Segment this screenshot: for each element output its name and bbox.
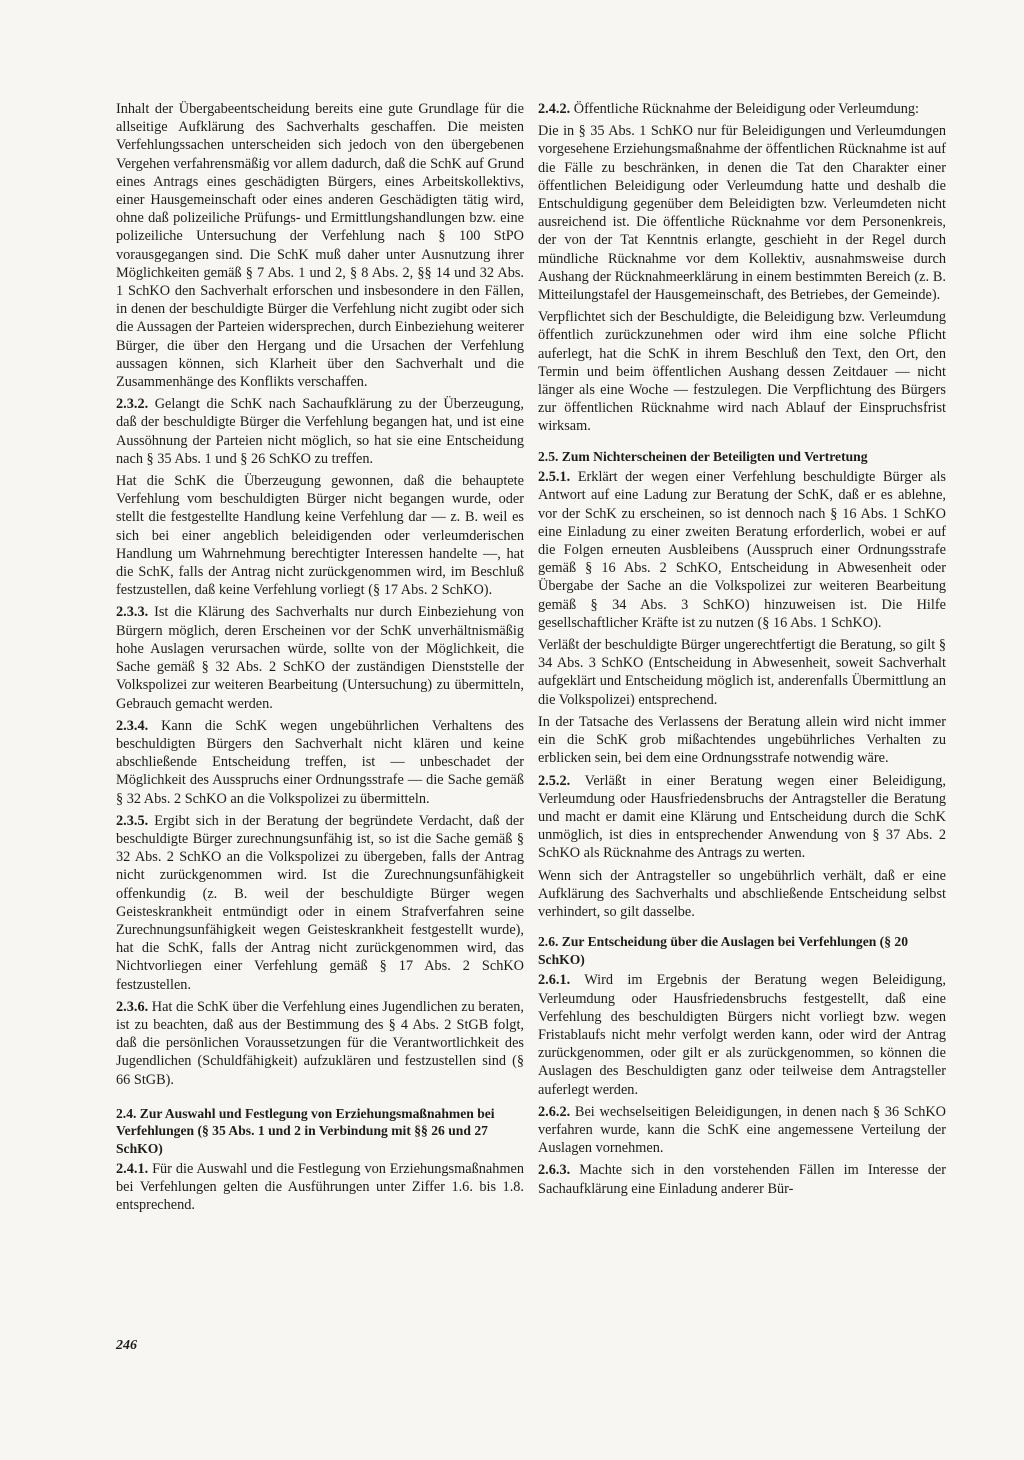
paragraph-2-3-5 [116, 812, 524, 994]
paragraph: Inhalt der Übergabeentscheidung bereits eine gute Grundlage für die allseitige Aufklärung des Sachverhalts geschaffen. Die meisten Verfehlungssachen unterscheiden sich jedoch von den übergebenen Vergehen verfahrensmäßig vor allem dadurch, daß die SchK auf Grund eines Antrags eines geschädigten Bürgers, eines Arbeitskollektivs, einer Hausgemeinschaft oder eines anderen Geschädigten tätig wird, ohne daß polizeiliche Prüfungs- und Ermittlungshandlungen bzw. eine polizeiliche Untersuchung der Verfehlung nach § 100 StPO vorausgegangen sind. Die SchK muß daher unter Ausnutzung ihrer Möglichkeiten gemäß § 7 Abs. 1 und 2, § 8 Abs. 2, §§ 14 und 32 Abs. 1 SchKO den Sachverhalt erforschen und insbesondere in den Fällen, in denen der beschuldigte Bürger die Verfehlung nicht zugibt oder sich die Aussagen der Parteien widersprechen, durch Einbeziehung weiterer Bürger, die über den Hergang und die Ursachen der Verfehlung aussagen können, sich Klarheit über den Sachverhalt und die Zusammenhänge des Konflikts verschaffen. [116, 101, 524, 391]
section-number: 2.3.3. [116, 604, 149, 621]
section-number: 2.5.1. [538, 469, 571, 486]
paragraph-text: Ergibt sich in der Beratung der begründete Verdacht, daß der beschuldigte Bürger zurechnungsunfähig ist, so ist die Sache gemäß § 32 Abs. 2 SchKO an die Volkspolizei zu übergeben, falls der Antrag nicht zurückgenommen wird. Ist die Zurechnungsunfähigkeit offenkundig (z. B. weil der beschuldigte Bürger wegen Geisteskrankheit entmündigt oder in einem Strafverfahren seine Zurechnungsunfähigkeit wegen Geisteskrankheit festgestellt wurde), hat die SchK, falls der Antrag nicht zurückgenommen wird, das Nichtvorliegen einer Verfehlung gemäß § 17 Abs. 2 SchKO festzustellen. [116, 812, 524, 993]
paragraph-2-3-2 [116, 395, 524, 468]
section-number: 2.6.3. [538, 1162, 571, 1179]
paragraph-2-6-1 [538, 971, 946, 1098]
right-column [538, 100, 946, 1198]
paragraph: Hat die SchK die Überzeugung gewonnen, daß die behauptete Verfehlung vom beschuldigten Bürger nicht begangen wurde, oder stellt die festgestellte Handlung keine Verfehlung dar — z. B. weil es sich bei einer angeblich beleidigenden oder verleumderischen Handlung um Wahrnehmung berechtigter Interessen handelte —, hat die SchK, falls der Antrag nicht zurückgenommen wird, im Beschluß festzustellen, daß keine Verfehlung vorliegt (§ 17 Abs. 2 SchKO). [116, 473, 524, 599]
section-heading-2-4: 2.4. Zur Auswahl und Festlegung von Erziehungsmaßnahmen bei Verfehlungen (§ 35 Abs. 1 und 2 in Verbindung mit §§ 26 und 27 SchKO) [116, 1105, 495, 1156]
section-number: 2.6.2. [538, 1103, 571, 1120]
paragraph-text: Verläßt in einer Beratung wegen einer Beleidigung, Verleumdung oder Hausfriedensbruchs der Antragsteller die Beratung und macht er damit eine Klärung und Entscheidung durch die SchK unmöglich, ist dies in entsprechender Anwendung von § 37 Abs. 2 SchKO als Rücknahme des Antrags zu werten. [538, 772, 946, 862]
paragraph-2-5-1 [538, 468, 946, 632]
section-heading-2-5: 2.5. Zum Nichterscheinen der Beteiligten und Vertretung [538, 448, 868, 464]
section-number: 2.3.4. [116, 717, 149, 734]
paragraph-2-6-2 [538, 1103, 946, 1158]
paragraph-2-5-2 [538, 772, 946, 863]
paragraph-text: Wird im Ergebnis der Beratung wegen Beleidigung, Verleumdung oder Hausfriedensbruchs festgestellt, daß eine Verfehlung des beschuldigten Bürgers nicht vorliegt bzw. wegen Fristablaufs nicht mehr verfolgt werden kann, oder wird der Antrag zurückgenommen, oder gilt er als zurückgenommen, so können die Auslagen des Beschuldigten ganz oder teilweise dem Antragsteller auferlegt werden. [538, 972, 946, 1098]
page-number: 246 [116, 1338, 137, 1353]
paragraph-text: Erklärt der wegen einer Verfehlung beschuldigte Bürger als Antwort auf eine Ladung zur Beratung der SchK, daß er es ablehne, vor der SchK zu erscheinen, so ist dennoch nach § 16 Abs. 1 SchKO eine Einladung zu einer zweiten Beratung erforderlich, wobei er auf die Folgen erneuten Ausbleibens (Ausspruch einer Ordnungsstrafe gemäß § 16 Abs. 2 SchKO, Entscheidung in Abwesenheit oder Übergabe der Sache an die Volkspolizei zur weiteren Bearbeitung gemäß § 34 Abs. 3 SchKO) hinzuweisen ist. Die Hilfe gesellschaftlicher Kräfte ist zu nutzen (§ 16 Abs. 1 SchKO). [538, 469, 946, 631]
paragraph: Wenn sich der Antragsteller so ungebührlich verhält, daß er eine Aufklärung des Sachverhalts und abschließende Entscheidung selbst verhindert, so gilt dasselbe. [538, 867, 946, 920]
section-number: 2.3.5. [116, 812, 149, 829]
paragraph-text: Für die Auswahl und die Festlegung von Erziehungsmaßnahmen bei Verfehlungen gelten die Ausführungen unter Ziffer 1.6. bis 1.8. entsprechend. [116, 1160, 524, 1213]
paragraph-text: Machte sich in den vorstehenden Fällen im Interesse der Sachaufklärung eine Einladung anderer Bür- [538, 1162, 946, 1197]
paragraph-text: Kann die SchK wegen ungebührlichen Verhaltens des beschuldigten Bürgers den Sachverhalt nicht klären und keine abschließende Entscheidung treffen, ist — unbeschadet der Möglichkeit des Ausspruchs einer Ordnungsstrafe — die Sache gemäß § 32 Abs. 2 SchKO an die Volkspolizei zu übermitteln. [116, 717, 524, 807]
section-heading-2-6: 2.6. Zur Entscheidung über die Auslagen bei Verfehlungen (§ 20 SchKO) [538, 934, 908, 967]
paragraph-2-4-2 [538, 100, 946, 118]
section-number: 2.5.2. [538, 772, 571, 789]
paragraph-text: Bei wechselseitigen Beleidigungen, in denen nach § 36 SchKO verfahren wurde, kann die SchK eine angemessene Verteilung der Auslagen vornehmen. [538, 1103, 946, 1157]
paragraph-2-3-6 [116, 998, 524, 1089]
paragraph-2-3-4 [116, 717, 524, 808]
paragraph: Verpflichtet sich der Beschuldigte, die Beleidigung bzw. Verleumdung öffentlich zurückzunehmen oder wird ihm eine solche Pflicht auferlegt, hat die SchK in ihrem Beschluß den Text, den Ort, den Termin und beim öffentlichen Aushang dessen Zeitdauer — nicht länger als eine Woche — festzulegen. Die Verpflichtung des Bürgers zur öffentlichen Rücknahme wird nach Ablauf der Einspruchsfrist wirksam. [538, 309, 946, 435]
paragraph: Die in § 35 Abs. 1 SchKO nur für Beleidigungen und Verleumdungen vorgesehene Erziehungsmaßnahme der öffentlichen Rücknahme ist auf die Fälle zu beschränken, in denen die Tat den Charakter einer öffentlichen Beleidigung oder Verleumdung hatte und deshalb die Entschuldigung gegenüber dem Beleidigten bzw. Verleumdeten nicht ausreichend ist. Die öffentliche Rücknahme vor dem Personenkreis, der von der Tat Kenntnis erlangte, geschieht in der Regel durch mündliche Rücknahme vor dem Kollektiv, ausnahmsweise durch Aushang der Rücknahmeerklärung in einem bestimmten Bereich (z. B. Mitteilungstafel der Hausgemeinschaft, des Betriebes, der Gemeinde). [538, 123, 946, 304]
paragraph: Verläßt der beschuldigte Bürger ungerechtfertigt die Beratung, so gilt § 34 Abs. 3 SchKO (Entscheidung in Abwesenheit, soweit Sachverhalt aufgeklärt und Entscheidung möglich ist, anderenfalls Übermittlung an die Volkspolizei) entsprechend. [538, 637, 946, 708]
paragraph-2-6-3 [538, 1161, 946, 1197]
section-number: 2.4.2. [538, 101, 571, 117]
left-column [116, 100, 524, 1214]
paragraph-text: Gelangt die SchK nach Sachaufklärung zu der Überzeugung, daß der beschuldigte Bürger die Verfehlung begangen hat, und ist eine Aussöhnung der Parteien nicht möglich, so hat sie eine Entscheidung nach § 35 Abs. 1 und § 26 SchKO zu treffen. [116, 396, 524, 467]
section-number: 2.6.1. [538, 972, 571, 989]
section-number: 2.3.2. [116, 396, 149, 413]
paragraph-text: Hat die SchK über die Verfehlung eines Jugendlichen zu beraten, ist zu beachten, daß aus der Bestimmung des § 4 Abs. 2 StGB folgt, daß die persönlichen Voraussetzungen für die Verantwortlichkeit des Jugendlichen (Schuldfähigkeit) aufzuklären und festzustellen sind (§ 66 StGB). [116, 998, 524, 1088]
section-number: 2.3.6. [116, 998, 149, 1015]
paragraph: In der Tatsache des Verlassens der Beratung allein wird nicht immer ein die SchK grob mißachtendes ungebührliches Verhalten zu erblicken sein, bei dem eine Ordnungsstrafe notwendig wäre. [538, 713, 946, 767]
paragraph-2-3-3 [116, 603, 524, 712]
paragraph-text: Ist die Klärung des Sachverhalts nur durch Einbeziehung von Bürgern möglich, deren Erscheinen vor der SchK unverhältnismäßig hohe Auslagen verursachen würde, sollte von der Möglichkeit, die Sache gemäß § 32 Abs. 2 SchKO der zuständigen Dienststelle der Volkspolizei zur weiteren Bearbeitung (Untersuchung) zu übermitteln, Gebrauch gemacht werden. [116, 604, 524, 712]
paragraph-text: Öffentliche Rücknahme der Beleidigung oder Verleumdung: [570, 101, 920, 117]
paragraph-2-4-1 [116, 1160, 524, 1215]
section-number: 2.4.1. [116, 1160, 149, 1177]
